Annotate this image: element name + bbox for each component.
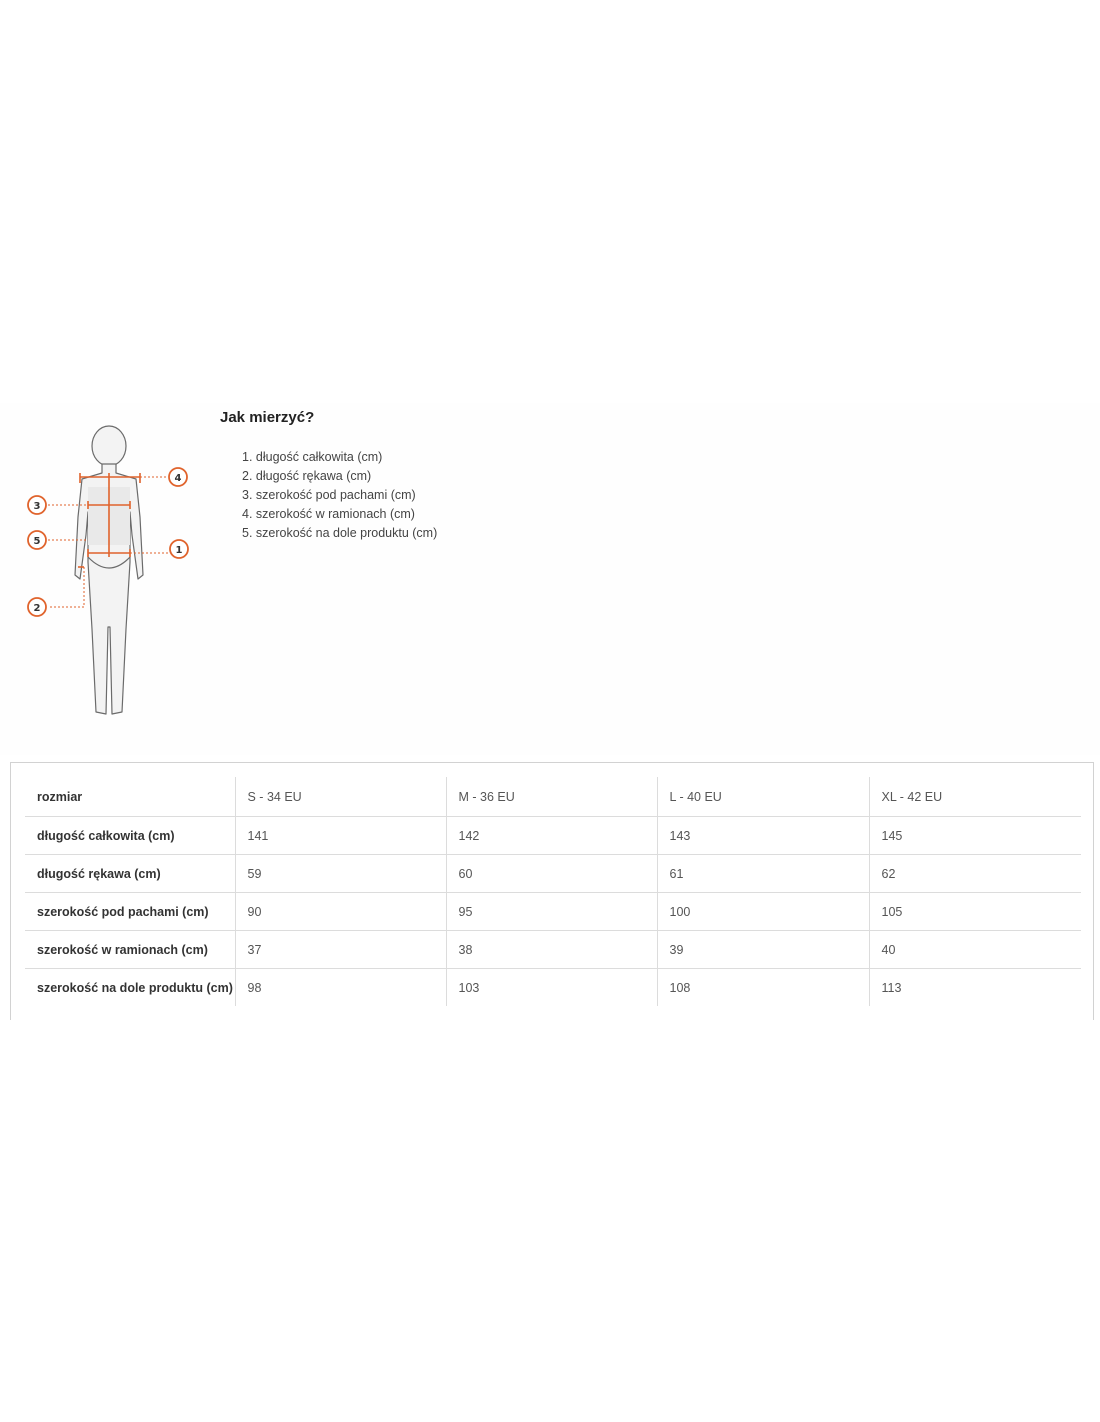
size-table	[25, 777, 1081, 1006]
table-cell: 59	[235, 855, 446, 893]
table-row	[25, 817, 1081, 855]
marker-1-label: 1	[175, 545, 183, 556]
table-cell: 145	[869, 817, 1081, 855]
header-cell: M - 36 EU	[446, 777, 657, 817]
row-label: szerokość w ramionach (cm)	[25, 931, 235, 969]
table-cell: 90	[235, 893, 446, 931]
table-cell: 143	[657, 817, 869, 855]
table-row	[25, 969, 1081, 1007]
header-cell: L - 40 EU	[657, 777, 869, 817]
table-cell: 60	[446, 855, 657, 893]
table-cell: 142	[446, 817, 657, 855]
header-cell: rozmiar	[25, 777, 235, 817]
table-cell: 95	[446, 893, 657, 931]
marker-3-label: 3	[33, 501, 41, 512]
measurement-item: 5. szerokość na dole produktu (cm)	[242, 526, 438, 540]
marker-4-label: 4	[174, 473, 182, 484]
table-cell: 108	[657, 969, 869, 1007]
header-cell: XL - 42 EU	[869, 777, 1081, 817]
table-cell: 37	[235, 931, 446, 969]
row-label: szerokość na dole produktu (cm)	[37, 980, 233, 995]
measurement-item: 3. szerokość pod pachami (cm)	[242, 488, 416, 502]
header-cell: S - 34 EU	[235, 777, 446, 817]
measurement-item: 4. szerokość w ramionach (cm)	[242, 507, 415, 521]
body-figure-illustration	[20, 417, 200, 727]
table-row	[25, 893, 1081, 931]
measurement-guide	[0, 403, 1100, 755]
table-row	[25, 931, 1081, 969]
measurement-item: 2. długość rękawa (cm)	[242, 469, 372, 483]
table-cell: 141	[235, 817, 446, 855]
table-row	[25, 855, 1081, 893]
table-cell: 40	[869, 931, 1081, 969]
table-header-row	[25, 777, 1081, 817]
table-cell: 113	[869, 969, 1081, 1007]
table-cell: 103	[446, 969, 657, 1007]
measurement-list	[242, 448, 437, 543]
table-cell: 61	[657, 855, 869, 893]
marker-2-label: 2	[33, 603, 41, 614]
table-cell: 62	[869, 855, 1081, 893]
row-label: szerokość pod pachami (cm)	[25, 893, 235, 931]
guide-title: Jak mierzyć?	[220, 409, 315, 426]
size-table-frame	[10, 762, 1094, 1020]
table-cell: 100	[657, 893, 869, 931]
row-label: długość rękawa (cm)	[25, 855, 235, 893]
table-cell: 98	[235, 969, 446, 1007]
table-cell: 105	[869, 893, 1081, 931]
measurement-item: 1. długość całkowita (cm)	[242, 450, 383, 464]
table-cell: 38	[446, 931, 657, 969]
marker-5-label: 5	[33, 536, 41, 547]
table-cell: 39	[657, 931, 869, 969]
row-label: długość całkowita (cm)	[25, 817, 235, 855]
